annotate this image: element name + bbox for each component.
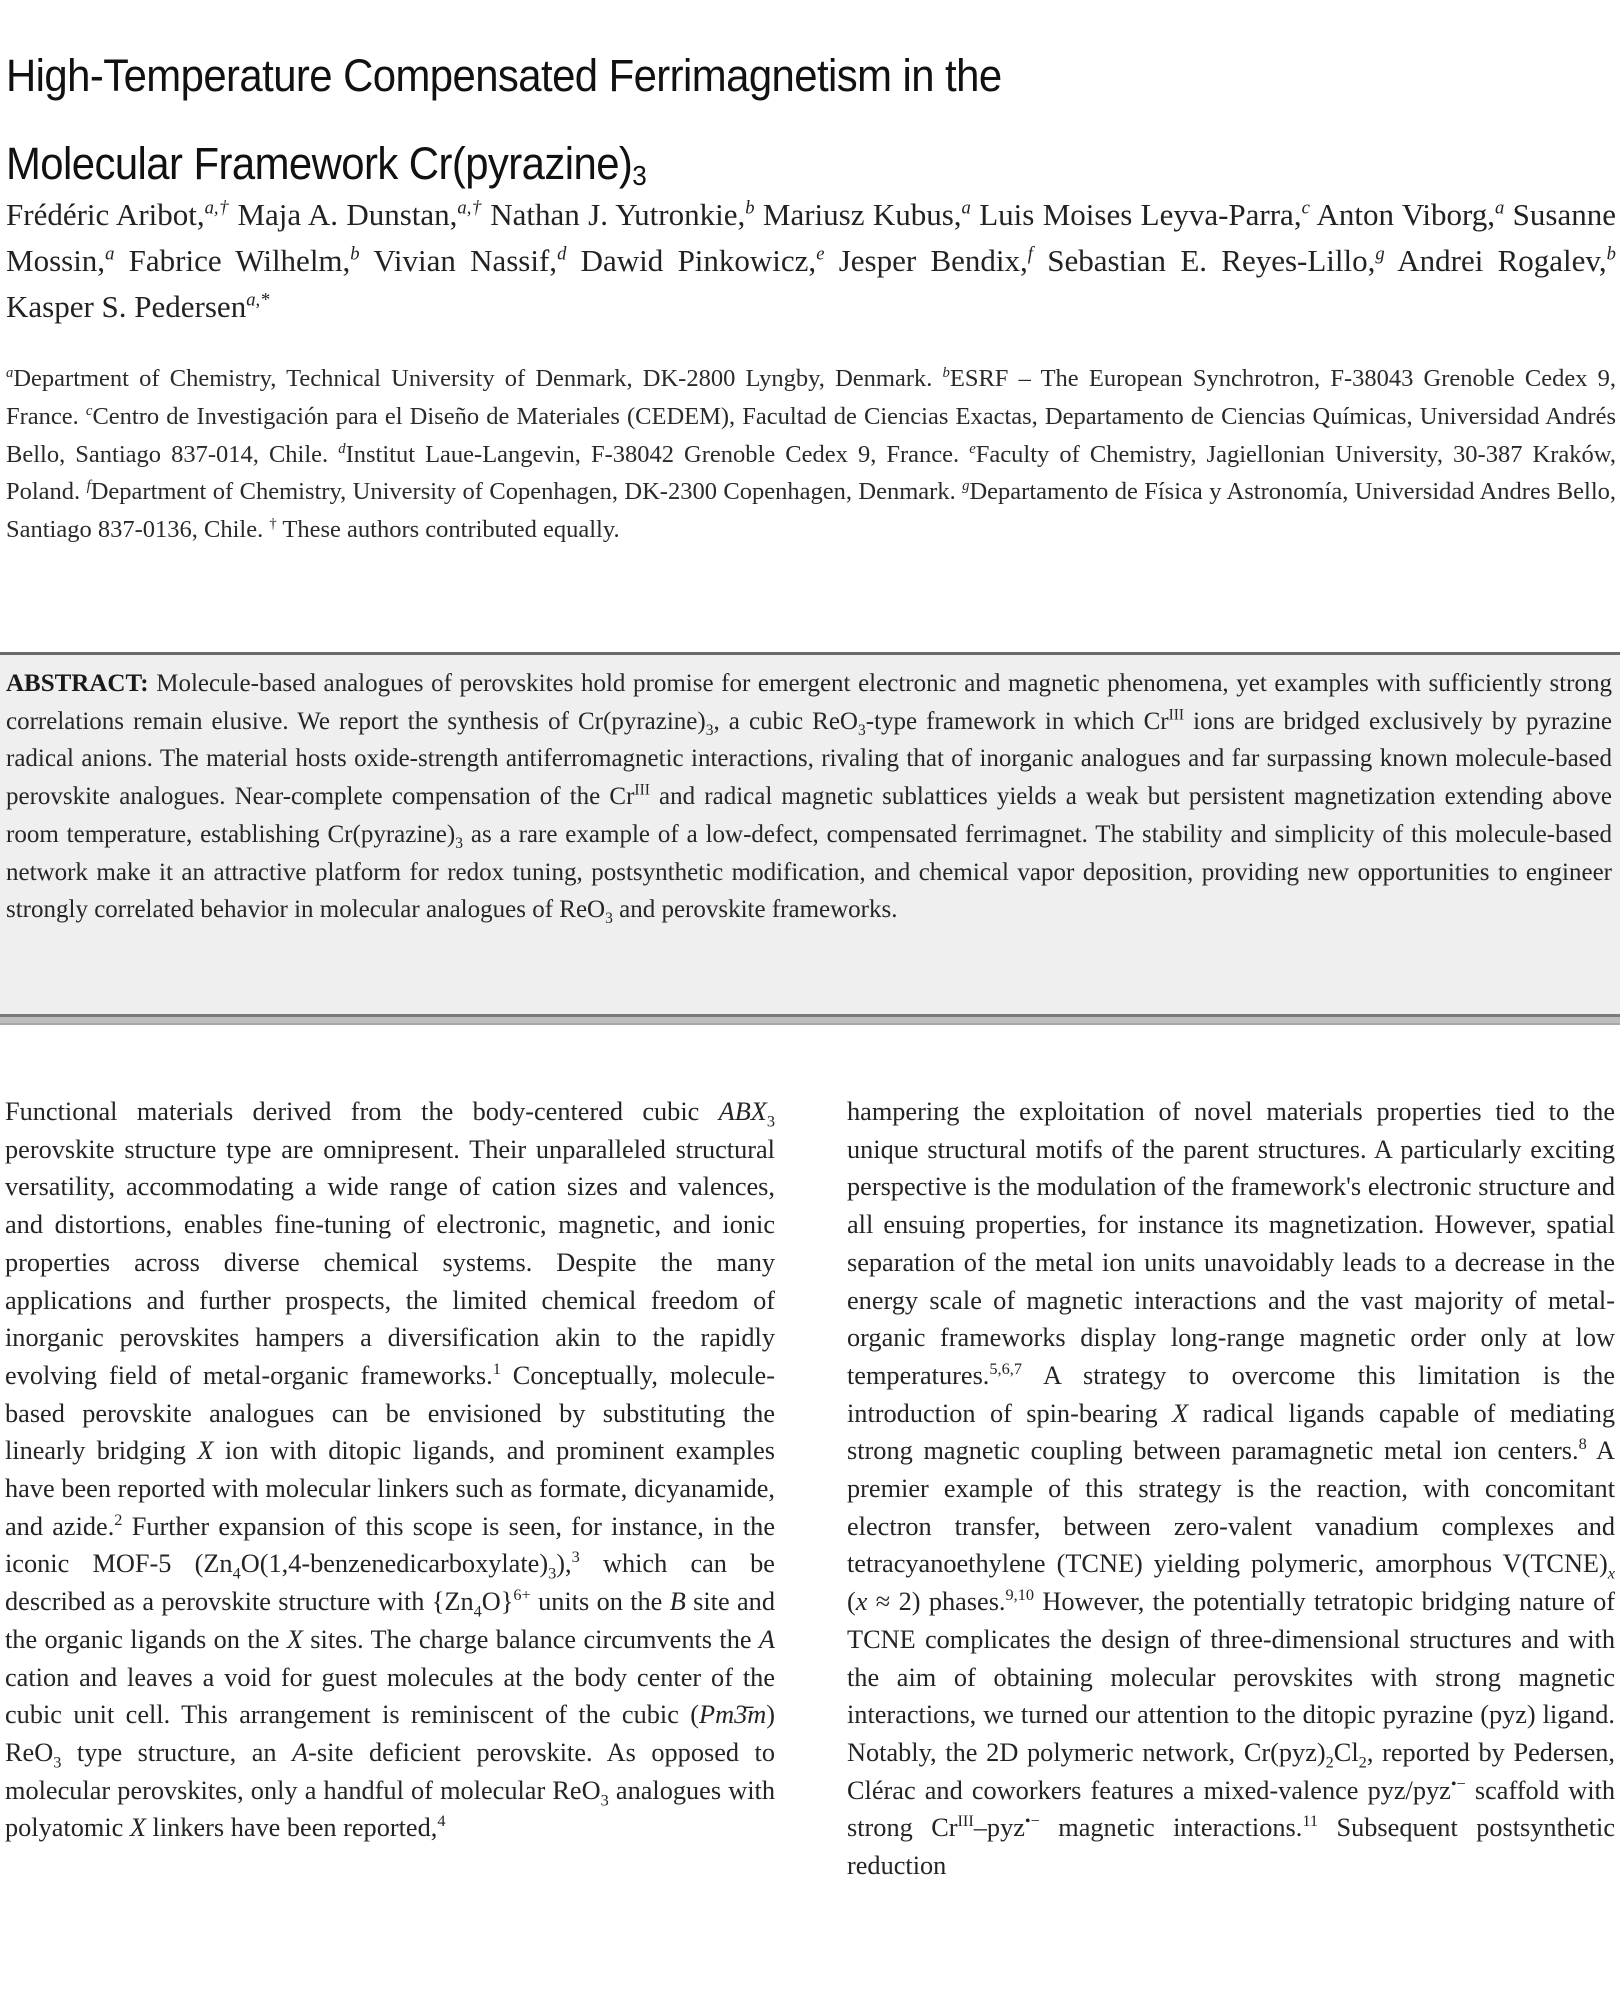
text: (: [847, 1587, 856, 1617]
subscript: 3: [605, 910, 613, 928]
text: A strategy to overcome this limitation is the introduction of spin-bearing: [847, 1360, 1615, 1428]
text: which can be described as a perovskite structure with {Zn: [5, 1549, 775, 1617]
italic-text: A: [758, 1624, 775, 1654]
body-column-right: [847, 1093, 1615, 1885]
affiliation-text: These authors contributed equally.: [282, 516, 620, 544]
affiliation-text: Department of Chemistry, Technical University of Denmark, DK-2800 Lyngby, Denmark.: [13, 365, 943, 392]
text: ≈ 2) phases.: [867, 1587, 1006, 1617]
author-affiliation-mark: c: [1301, 197, 1310, 219]
body-paragraph: [5, 1093, 775, 1847]
body-paragraph: [847, 1093, 1615, 1885]
author-name: Luis Moises Leyva-Parra,: [979, 197, 1302, 232]
subscript: 4: [232, 1563, 241, 1583]
author: [1047, 243, 1384, 278]
author-name: Nathan J. Yutronkie,: [490, 197, 746, 232]
italic-text: X: [286, 1624, 303, 1654]
author-affiliation-mark: a,*: [246, 289, 270, 311]
abstract-text: as a rare example of a low-defect, compensated ferrimagnet. The stability and simplicity of this molecule-based network make it an attractive platform for redox tuning, postsynthetic modification, and chemical vapor deposition, providing new opportunities to engineer strongly correlated behavior in molecular analogues of ReO: [6, 820, 1612, 924]
text: units on the: [530, 1587, 670, 1617]
author: [979, 197, 1310, 232]
text: Subsequent postsynthetic reduction: [847, 1813, 1615, 1881]
text: ion with ditopic ligands, and prominent examples have been reported with molecular linkers such as formate, dicyanamide, and azide.: [5, 1436, 776, 1541]
affiliation-mark: †: [269, 516, 277, 533]
subscript: 3: [858, 721, 866, 739]
author: [237, 197, 481, 232]
author-name: Susanne Mossin,: [6, 197, 1616, 278]
affiliation-text: Faculty of Chemistry, Jagiellonian University, 30-387 Kraków, Poland.: [6, 440, 1616, 506]
subscript: x: [1607, 1563, 1615, 1583]
affiliation-mark: a: [6, 364, 14, 381]
italic-text: Pm3̄m: [699, 1700, 767, 1730]
citation-ref[interactable]: 5,6,7: [989, 1359, 1022, 1379]
italic-text: X: [129, 1813, 146, 1843]
text: Functional materials derived from the body-centered cubic: [5, 1097, 719, 1126]
affiliation-mark: f: [86, 478, 91, 495]
author-name: Kasper S. Pedersen: [6, 289, 247, 324]
affiliation-text: Department of Chemistry, University of Copenhagen, DK-2300 Copenhagen, Denmark.: [90, 478, 963, 506]
text: linkers have been reported,: [145, 1813, 438, 1843]
author-affiliation-mark: b: [1606, 243, 1616, 265]
author: [1317, 197, 1505, 232]
italic-text: X: [1172, 1398, 1189, 1428]
author: [6, 197, 229, 232]
citation-ref[interactable]: 8: [1578, 1434, 1587, 1454]
text: ),: [556, 1549, 572, 1579]
author: [490, 197, 754, 232]
author-name: Anton Viborg,: [1316, 197, 1495, 232]
italic-text: x: [855, 1587, 868, 1617]
text: scaffold with strong Cr: [847, 1775, 1615, 1843]
text: A premier example of this strategy is the reaction, with concomitant electron transfer, between zero-valent vanadium complexes and tetracyanoethylene (TCNE) yielding polymeric, amorphous V(TCNE): [847, 1436, 1615, 1579]
affiliation-mark: b: [942, 364, 950, 381]
title-subscript: 3: [632, 160, 647, 192]
text: O(1,4-benzenedicarboxylate): [240, 1549, 549, 1579]
text: type structure, an: [61, 1737, 293, 1767]
author-name: Mariusz Kubus,: [762, 197, 962, 232]
abstract-box: [0, 652, 1620, 1015]
author-name: Maja A. Dunstan,: [237, 197, 458, 232]
text: O}: [481, 1587, 514, 1617]
subscript: 2: [1325, 1752, 1334, 1772]
citation-ref[interactable]: 1: [492, 1359, 501, 1379]
author-affiliation-mark: e: [816, 243, 825, 265]
author-affiliation-mark: f: [1027, 243, 1033, 265]
text: Conceptually, molecule-based perovskite analogues can be envisioned by substituting the linearly bridging: [5, 1360, 775, 1466]
author-name: Jesper Bendix,: [838, 243, 1028, 278]
text: cation and leaves a void for guest molecules at the body center of the cubic unit cell. This arrangement is reminiscent of the cubic (: [5, 1662, 775, 1730]
italic-text: B: [669, 1587, 686, 1617]
citation-ref[interactable]: 2: [114, 1509, 123, 1529]
affiliation-mark: e: [969, 440, 976, 457]
author: [581, 243, 825, 278]
author-affiliation-mark: a: [1494, 197, 1505, 219]
text: , reported by Pedersen, Clérac and coworkers features a mixed-valence pyz/pyz: [847, 1737, 1615, 1805]
author-affiliation-mark: a: [105, 243, 115, 265]
author-name: Sebastian E. Reyes-Lillo,: [1047, 243, 1376, 278]
author: [373, 243, 566, 278]
citation-ref[interactable]: 11: [1302, 1811, 1319, 1831]
subscript: 3: [766, 1111, 775, 1131]
affiliation-mark: c: [85, 402, 93, 419]
subscript: 2: [1358, 1752, 1367, 1772]
citation-ref[interactable]: 4: [437, 1811, 446, 1831]
title-line-2-text: Molecular Framework Cr(pyrazine): [6, 138, 633, 190]
superscript: 6+: [513, 1585, 531, 1605]
affiliation-text: Institut Laue-Langevin, F-38042 Grenoble Cedex 9, France.: [345, 440, 970, 468]
abstract-text: , a cubic ReO: [713, 707, 858, 735]
text: –pyz: [973, 1813, 1025, 1843]
author-name: Frédéric Aribot,: [6, 197, 205, 232]
subscript: 3: [53, 1752, 62, 1772]
italic-text: ABX: [718, 1097, 767, 1126]
paper-title: [6, 32, 1494, 208]
author-affiliation-mark: g: [1375, 243, 1385, 265]
text: ) ReO: [5, 1700, 775, 1767]
author: [6, 289, 269, 324]
subscript: 4: [473, 1601, 482, 1621]
superscript: •−: [1450, 1773, 1466, 1793]
author-name: Vivian Nassif,: [373, 243, 558, 278]
abstract-text: and perovskite frameworks.: [612, 896, 898, 924]
superscript: III: [957, 1811, 974, 1831]
author: [763, 197, 971, 232]
citation-ref[interactable]: 9,10: [1005, 1585, 1035, 1605]
abstract-text: ions are bridged exclusively by pyrazine radical anions. The material hosts oxide-strength antiferromagnetic interactions, rivaling that of inorganic analogues and far surpassing known molecule-based perovskite analogues. Near-complete compensation of the Cr: [6, 707, 1612, 811]
author-name: Fabrice Wilhelm,: [128, 243, 351, 278]
citation-ref[interactable]: 3: [571, 1547, 580, 1567]
author-affiliation-mark: a: [961, 197, 971, 219]
text: analogues with polyatomic: [5, 1775, 775, 1843]
author-name: Andrei Rogalev,: [1397, 243, 1607, 278]
body-column-left: [5, 1093, 775, 1847]
text: Further expansion of this scope is seen, for instance, in the iconic MOF-5 (Zn: [5, 1511, 775, 1579]
affiliation-text: Departamento de Física y Astronomía, Universidad Andres Bello, Santiago 837-0136, Chile.: [6, 478, 1617, 544]
title-line-1: High-Temperature Compensated Ferrimagnetism in the: [6, 50, 1002, 102]
text: However, the potentially tetratopic bridging nature of TCNE complicates the design of three-dimensional structures and with the aim of obtaining molecular perovskites with strong magnetic interactions, we turned our attention to the ditopic pyrazine (pyz) ligand. Notably, the 2D polymeric network, Cr(pyz): [847, 1587, 1616, 1767]
author: [129, 243, 360, 278]
text: magnetic interactions.: [1039, 1813, 1303, 1843]
affiliation-mark: g: [962, 478, 970, 495]
italic-text: A: [292, 1737, 309, 1767]
abstract: [6, 665, 1612, 929]
affiliations: [6, 360, 1616, 549]
author: [839, 243, 1033, 278]
superscript: III: [1168, 706, 1185, 724]
subscript: 3: [548, 1563, 557, 1583]
subscript: 3: [600, 1789, 609, 1809]
text: Cl: [1333, 1737, 1359, 1767]
text: perovskite structure type are omnipresent. Their unparalleled structural versatility, accommodating a wide range of cation sizes and valences, and distortions, enables fine-tuning of electronic, magnetic, and ionic properties across diverse chemical systems. Despite the many applications and further prospects, the limited chemical freedom of inorganic perovskites hampers a diversification akin to the rapidly evolving field of metal-organic frameworks.: [5, 1134, 775, 1390]
author-list: [6, 192, 1616, 330]
author-affiliation-mark: a,†: [457, 197, 482, 219]
abstract-text: and radical magnetic sublattices yields a weak but persistent magnetization extending above room temperature, establishing Cr(pyrazine): [6, 783, 1612, 848]
subscript: 3: [705, 721, 714, 739]
abstract-text: -type framework in which Cr: [865, 707, 1169, 735]
text: -site deficient perovskite. As opposed to molecular perovskites, only a handful of molecular ReO: [5, 1737, 776, 1805]
affiliation-text: Centro de Investigación para el Diseño de Materiales (CEDEM), Facultad de Ciencias Exactas, Departamento de Ciencias Químicas, Universidad Andrés Bello, Santiago 837-014, Chile.: [6, 402, 1616, 468]
author-affiliation-mark: a,†: [204, 197, 230, 219]
subscript: 3: [455, 834, 463, 852]
author-name: Dawid Pinkowicz,: [580, 243, 817, 278]
italic-text: X: [197, 1436, 214, 1466]
author-affiliation-mark: b: [350, 243, 360, 265]
author: [1397, 243, 1616, 278]
author-affiliation-mark: b: [745, 197, 755, 219]
superscript: •−: [1024, 1811, 1040, 1831]
text: hampering the exploitation of novel materials properties tied to the unique structural motifs of the parent structures. A particularly exciting perspective is the modulation of the framework's electronic structure and all ensuing properties, for instance its magnetization. However, spatial separation of the metal ion units unavoidably leads to a decrease in the energy scale of magnetic interactions and the vast majority of metal-organic frameworks display long-range magnetic order only at low temperatures.: [847, 1097, 1615, 1390]
superscript: III: [634, 781, 650, 799]
abstract-text: Molecule-based analogues of perovskites hold promise for emergent electronic and magnetic phenomena, yet examples with sufficiently strong correlations remain elusive. We report the synthesis of Cr(pyrazine): [6, 670, 1612, 735]
text: site and the organic ligands on the: [5, 1587, 775, 1654]
affiliation-mark: d: [338, 440, 346, 457]
abstract-label: ABSTRACT:: [6, 670, 149, 697]
affiliation-text: ESRF – The European Synchrotron, F-38043 Grenoble Cedex 9, France.: [6, 365, 1617, 430]
title-line-2: [6, 138, 647, 192]
text: sites. The charge balance circumvents the: [302, 1624, 759, 1654]
text: radical ligands capable of mediating strong magnetic coupling between paramagnetic metal ion centers.: [847, 1398, 1615, 1466]
author-affiliation-mark: d: [557, 243, 567, 265]
